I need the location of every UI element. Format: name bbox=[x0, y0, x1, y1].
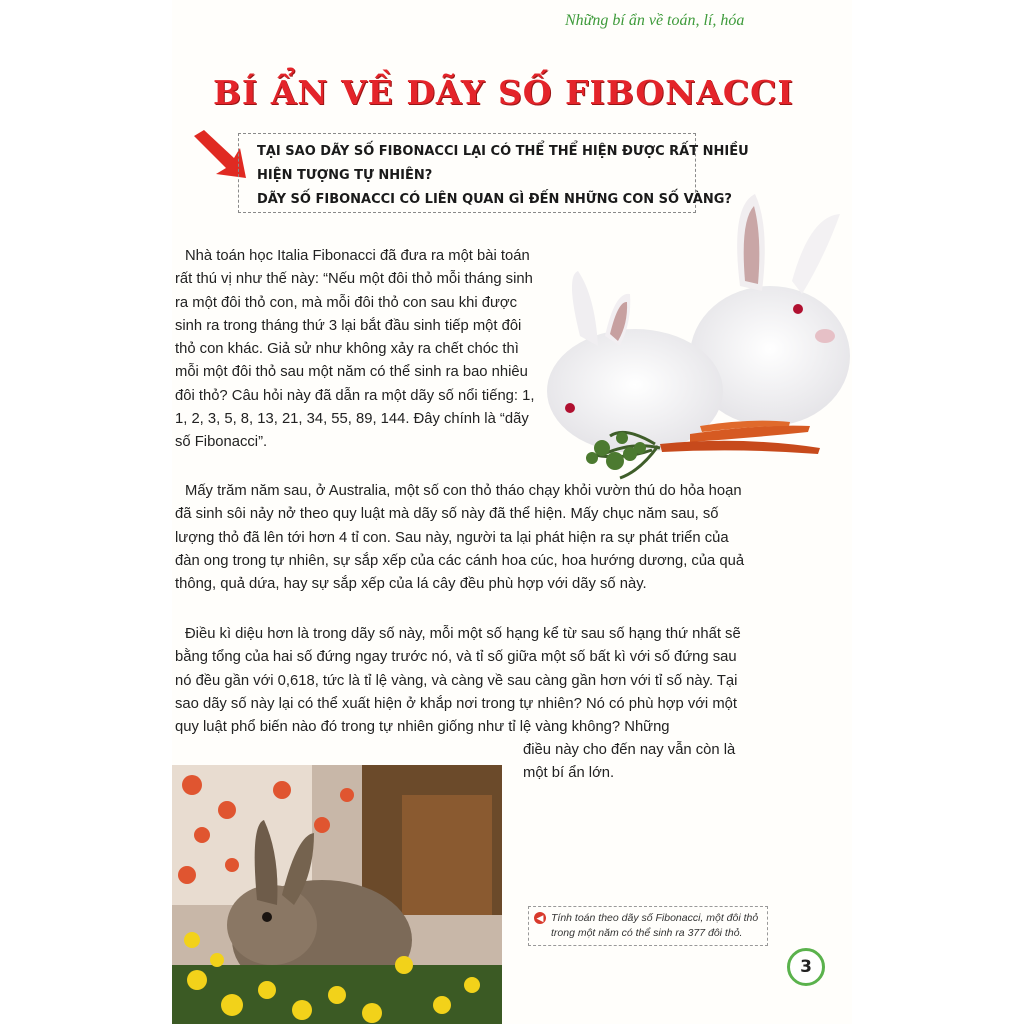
question-line-3: DÃY SỐ FIBONACCI CÓ LIÊN QUAN GÌ ĐẾN NHỮNG CON SỐ VÀNG? bbox=[257, 192, 732, 207]
question-line-2: HIỆN TƯỢNG TỰ NHIÊN? bbox=[257, 168, 433, 183]
paragraph-3: Điều kì diệu hơn là trong dãy số này, mỗi một số hạng kể từ sau số hạng thứ nhất sẽ bằng tổng của hai số đứng ngay trước nó, và tỉ số giữa một số bất kì với số đứng sau nó đều gần với 0,618, tức là tỉ lệ vàng, và càng về sau càng gần hơn với tỉ số này. Tại sao dãy số này lại có thể xuất hiện ở khắp nơi trong tự nhiên? Nó có phù hợp với một quy luật phổ biến nào đó trong tự nhiên giống như tỉ lệ vàng không? Những bbox=[175, 626, 741, 736]
scan-margin bbox=[0, 0, 172, 1024]
brown-rabbit-flowers-image bbox=[172, 765, 502, 1024]
white-rabbits-image bbox=[540, 186, 850, 486]
image-caption: Tính toán theo dãy số Fibonacci, một đôi thỏ trong một năm có thể sinh ra 377 đôi thỏ. bbox=[528, 906, 768, 946]
running-header: Những bí ẩn về toán, lí, hóa bbox=[565, 12, 745, 29]
caption-bullet-icon: ◀ bbox=[534, 912, 546, 924]
page-title: BÍ ẨN VỀ DÃY SỐ FIBONACCI bbox=[213, 73, 794, 112]
paragraph-2: Mấy trăm năm sau, ở Australia, một số con thỏ tháo chạy khỏi vườn thú do hỏa hoạn đã sinh sôi nảy nở theo quy luật mà dãy số này đã thể hiện. Mấy chục năm sau, số lượng thỏ đã lên tới hơn 4 tỉ con. Sau này, người ta lại phát hiện ra sự phát triển của đàn ong trong tự nhiên, sự sắp xếp của các cánh hoa cúc, hoa hướng dương, của quả thông, quả dứa, hay sự sắp xếp của lá cây đều phù hợp với dãy số này. bbox=[175, 483, 745, 593]
paragraph-3-end: điều này cho đến nay vẫn còn là một bí ẩn lớn. bbox=[523, 742, 736, 782]
paragraph-1: Nhà toán học Italia Fibonacci đã đưa ra một bài toán rất thú vị như thế này: “Nếu một đôi thỏ mỗi tháng sinh ra một đôi thỏ con, mà mỗi đôi thỏ con sau khi được sinh ra trong tháng thứ 3 lại bắt đầu sinh tiếp một đôi thỏ con khác. Giả sử như không xảy ra chết chóc thì mỗi một đôi thỏ sau một năm có thể sinh ra bao nhiêu đôi thỏ? Câu hỏi này đã dẫn ra một dãy số nổi tiếng: 1, 1, 2, 3, 5, 8, 13, 21, 34, 55, 89, 144. Đây chính là “dãy số Fibonacci”. bbox=[175, 248, 535, 451]
question-line-1: TẠI SAO DÃY SỐ FIBONACCI LẠI CÓ THỂ THỂ HIỆN ĐƯỢC RẤT NHIỀU bbox=[257, 144, 749, 159]
page-number: 3 bbox=[787, 948, 825, 986]
